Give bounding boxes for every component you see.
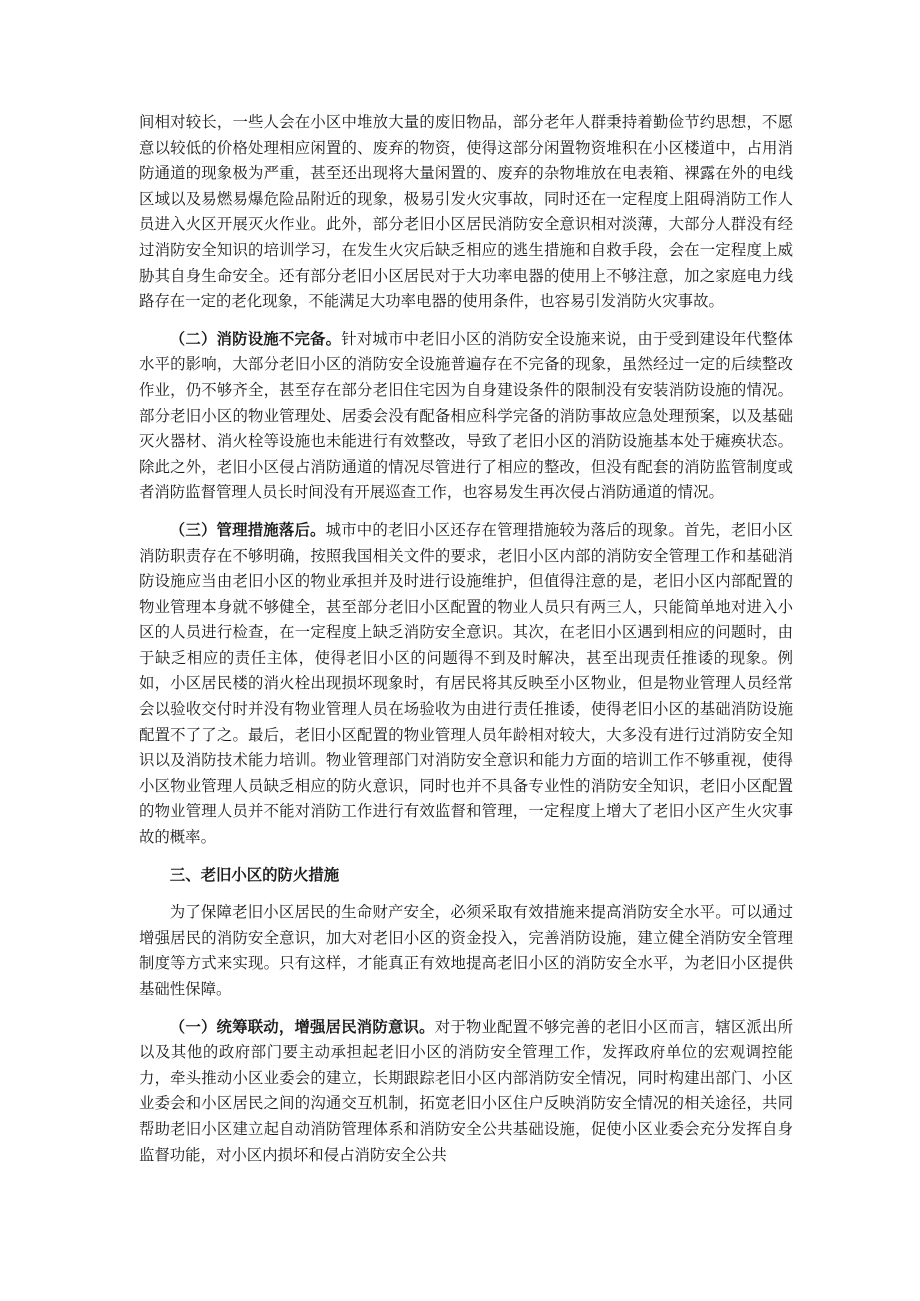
paragraph-continuation: 间相对较长，一些人会在小区中堆放大量的废旧物品，部分老年人群秉持着勤俭节约思想，不愿意以较低的价格处理相应闲置的、废弃的物资，使得这部分闲置物资堆积在小区楼道中，占用消防通道的现象极为严重，甚至还出现将大量闲置的、废弃的杂物堆放在电表箱、裸露在外的电线区域以及易燃易爆危险品附近的现象，极易引发火灾事故，同时还在一定程度上阻碍消防工作人员进入火区开展灭火作业。此外，部分老旧小区居民消防安全意识相对淡薄，大部分人群没有经过消防安全知识的培训学习，在发生火灾后缺乏相应的逃生措施和自救手段，会在一定程度上威胁其自身生命安全。还有部分老旧小区居民对于大功率电器的使用上不够注意，加之家庭电力线路存在一定的老化现象，不能满足大功率电器的使用条件，也容易引发消防火灾事故。 bbox=[139, 113, 793, 311]
section-lead-coordination: （一）统筹联动，增强居民消防意识。 bbox=[169, 1017, 435, 1036]
section-lead-management: （三）管理措施落后。 bbox=[169, 520, 326, 539]
paragraph-body-facilities: 针对城市中老旧小区的消防安全设施来说，由于受到建设年代整体水平的影响，大部分老旧小区的消防安全设施普遍存在不完备的现象，虽然经过一定的后续整改作业，仍不够齐全，甚至存在部分老旧住宅因为自身建设条件的限制没有安装消防设施的情况。部分老旧小区的物业管理处、居委会没有配备相应科学完备的消防事故应急处理预案，以及基础灭火器材、消火栓等设施也未能进行有效整改，导致了老旧小区的消防设施基本处于瘫痪状态。除此之外，老旧小区侵占消防通道的情况尽管进行了相应的整改，但没有配套的消防监管制度或者消防监督管理人员长时间没有开展巡查工作，也容易发生再次侵占消防通道的情况。 bbox=[139, 329, 793, 502]
section-heading-measures: 三、老旧小区的防火措施 bbox=[169, 865, 340, 884]
section-lead-facilities: （二）消防设施不完备。 bbox=[169, 329, 342, 348]
paragraph-measures-intro: 为了保障老旧小区居民的生命财产安全，必须采取有效措施来提高消防安全水平。可以通过增强居民的消防安全意识，加大对老旧小区的资金投入，完善消防设施，建立健全消防安全管理制度等方式来实现。只有这样，才能真正有效地提高老旧小区的消防安全水平，为老旧小区提供基础性保障。 bbox=[139, 903, 793, 998]
document-page bbox=[139, 110, 793, 1180]
paragraph-management bbox=[139, 518, 793, 851]
paragraph-facilities bbox=[139, 327, 793, 506]
paragraph-body-coordination: 对于物业配置不够完善的老旧小区而言，辖区派出所以及其他的政府部门要主动承担起老旧小区的消防安全管理工作，发挥政府单位的宏观调控能力，牵头推动小区业委会的建立，长期跟踪老旧小区内部消防安全情况，同时构建出部门、小区业委会和小区居民之间的沟通交互机制，拓宽老旧小区住户反映消防安全情况的相关途径，共同帮助老旧小区建立起自动消防管理体系和消防安全公共基础设施，促使小区业委会充分发挥自身监督功能，对小区内损坏和侵占消防安全公共 bbox=[139, 1017, 793, 1164]
paragraph-coordination bbox=[139, 1015, 793, 1169]
paragraph-body-management: 城市中的老旧小区还存在管理措施较为落后的现象。首先，老旧小区消防职责存在不够明确，按照我国相关文件的要求，老旧小区内部的消防安全管理工作和基础消防设施应当由老旧小区的物业承担并及时进行设施维护，但值得注意的是，老旧小区内部配置的物业管理本身就不够健全，甚至部分老旧小区配置的物业人员只有两三人，只能简单地对进入小区的人员进行检查，在一定程度上缺乏消防安全意识。其次，在老旧小区遇到相应的问题时，由于缺乏相应的责任主体，使得老旧小区的问题得不到及时解决，甚至出现责任推诿的现象。例如，小区居民楼的消火栓出现损坏现象时，有居民将其反映至小区物业，但是物业管理人员经常会以验收交付时并没有物业管理人员在场验收为由进行责任推诿，使得老旧小区的基础消防设施配置不了了之。最后，老旧小区配置的物业管理人员年龄相对较大，大多没有进行过消防安全知识以及消防技术能力培训。物业管理部门对消防安全意识和能力方面的培训工作不够重视，使得小区物业管理人员缺乏相应的防火意识，同时也并不具备专业性的消防安全知识，老旧小区配置的物业管理人员并不能对消防工作进行有效监督和管理，一定程度上增大了老旧小区产生火灾事故的概率。 bbox=[139, 520, 793, 847]
